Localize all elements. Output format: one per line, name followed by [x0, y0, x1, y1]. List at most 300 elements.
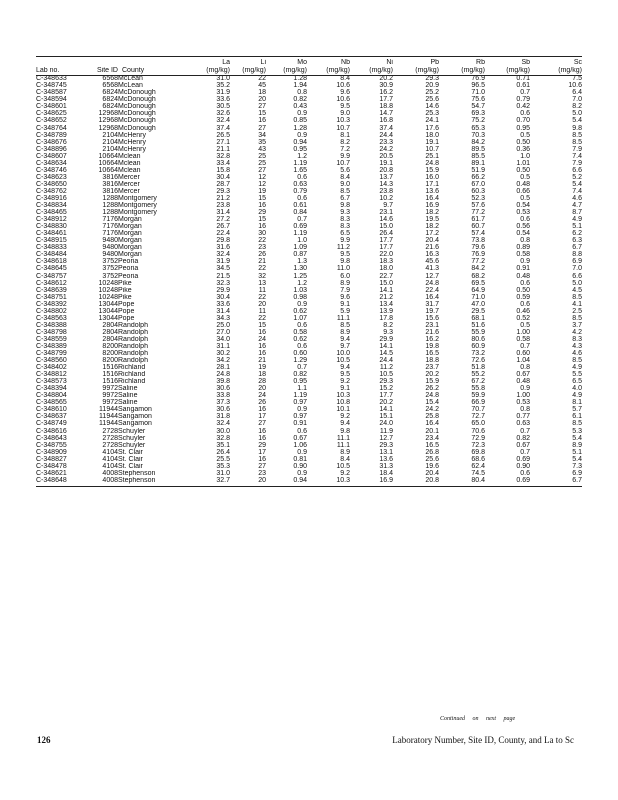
cell-sc: 8.5 — [572, 314, 582, 322]
cell-sc: 7.0 — [572, 265, 582, 273]
cell-la: 29.3 — [216, 187, 230, 195]
cell-pb: 19.8 — [425, 342, 439, 350]
cell-site-id: 3816 — [102, 173, 118, 181]
cell-site-id: 2728 — [102, 427, 118, 435]
cell-sb: 0.52 — [516, 314, 530, 322]
cell-la: 25.0 — [216, 321, 230, 329]
cell-nb: 9.4 — [340, 420, 350, 428]
cell-la: 30.6 — [216, 385, 230, 393]
cell-county: Richland — [118, 371, 146, 379]
cell-ni: 18.3 — [379, 258, 393, 266]
cell-sc: 6.7 — [572, 476, 582, 484]
cell-pb: 25.2 — [425, 89, 439, 97]
cell-mo: 0.9 — [297, 469, 307, 477]
cell-nb: 10.0 — [336, 350, 350, 358]
cell-nb: 8.9 — [340, 279, 350, 287]
cell-lab-no: C-348812 — [36, 371, 67, 379]
table-header — [36, 59, 582, 75]
cell-rb: 80.4 — [471, 476, 485, 484]
cell-nb: 9.4 — [340, 335, 350, 343]
header-ni: Ni — [386, 59, 393, 66]
cell-ni: 23.1 — [379, 209, 393, 217]
cell-nb: 8.4 — [340, 173, 350, 181]
cell-nb: 9.0 — [340, 180, 350, 188]
table-row — [36, 371, 582, 378]
cell-la: 28.7 — [216, 180, 230, 188]
cell-li: 16 — [258, 202, 266, 210]
cell-site-id: 1288 — [102, 209, 118, 217]
cell-la: 31.1 — [216, 342, 230, 350]
cell-ni: 15.0 — [379, 279, 393, 287]
cell-sc: 8.5 — [572, 131, 582, 139]
cell-sb: 0.58 — [516, 251, 530, 259]
table-top-rule — [36, 56, 582, 57]
cell-sb: 0.56 — [516, 223, 530, 231]
cell-ni: 15.0 — [379, 223, 393, 231]
cell-mo: 1.19 — [293, 230, 307, 238]
cell-ni: 11.9 — [379, 427, 393, 435]
header-row-units — [36, 67, 582, 76]
cell-sc: 4.6 — [572, 350, 582, 358]
cell-lab-no: C-348621 — [36, 469, 67, 477]
table-row — [36, 216, 582, 223]
cell-la: 24.8 — [216, 371, 230, 379]
cell-lab-no: C-348388 — [36, 321, 67, 329]
cell-mo: 0.6 — [297, 194, 307, 202]
cell-site-id: 2804 — [102, 321, 118, 329]
cell-site-id: 13044 — [98, 314, 118, 322]
cell-lab-no: C-348833 — [36, 244, 67, 252]
cell-mo: 0.94 — [293, 138, 307, 146]
cell-sb: 0.59 — [516, 293, 530, 301]
table-row — [36, 357, 582, 364]
cell-county: Randolph — [118, 357, 148, 365]
cell-li: 30 — [258, 230, 266, 238]
cell-ni: 22.0 — [379, 251, 393, 259]
cell-site-id: 4008 — [102, 469, 118, 477]
cell-lab-no: C-348755 — [36, 441, 67, 449]
cell-rb: 85.5 — [471, 152, 485, 160]
cell-lab-no: C-348484 — [36, 251, 67, 259]
cell-sc: 4.1 — [572, 300, 582, 308]
cell-li: 15 — [258, 216, 266, 224]
cell-sb: 0.77 — [516, 413, 530, 421]
cell-county: McHenry — [118, 131, 147, 139]
table-row — [36, 470, 582, 477]
cell-sb: 0.8 — [520, 364, 530, 372]
cell-la: 30.2 — [216, 350, 230, 358]
cell-sc: 5.0 — [572, 279, 582, 287]
cell-la: 32.4 — [216, 117, 230, 125]
cell-nb: 9.1 — [340, 300, 350, 308]
cell-li: 16 — [258, 342, 266, 350]
cell-county: Montgomery — [118, 202, 157, 210]
cell-la: 23.8 — [216, 202, 230, 210]
cell-mo: 0.61 — [293, 202, 307, 210]
header-sc: Sc — [573, 59, 582, 66]
cell-lab-no: C-348645 — [36, 265, 67, 273]
cell-li: 26 — [258, 251, 266, 259]
cell-site-id: 10248 — [98, 293, 118, 301]
cell-nb: 8.3 — [340, 216, 350, 224]
cell-mo: 0.95 — [293, 378, 307, 386]
cell-nb: 7.2 — [340, 145, 350, 153]
cell-county: Montgomery — [118, 209, 157, 217]
cell-rb: 60.9 — [471, 342, 485, 350]
cell-li: 43 — [258, 145, 266, 153]
cell-nb: 10.5 — [336, 357, 350, 365]
cell-rb: 72.3 — [471, 441, 485, 449]
cell-ni: 16.8 — [379, 117, 393, 125]
cell-county: McHenry — [118, 138, 147, 146]
cell-ni: 13.6 — [379, 455, 393, 463]
cell-rb: 70.3 — [471, 131, 485, 139]
cell-rb: 57.6 — [471, 202, 485, 210]
unit-pb: (mg/kg) — [415, 66, 439, 74]
cell-li: 16 — [258, 350, 266, 358]
cell-li: 20 — [258, 476, 266, 484]
cell-ni: 16.2 — [379, 89, 393, 97]
cell-nb: 9.4 — [340, 364, 350, 372]
cell-sb: 0.82 — [516, 434, 530, 442]
cell-li: 17 — [258, 448, 266, 456]
cell-la: 31.4 — [216, 307, 230, 315]
cell-county: Saline — [118, 392, 138, 400]
cell-county: Schuyler — [118, 427, 146, 435]
cell-li: 22 — [258, 75, 266, 83]
table-row — [36, 75, 582, 82]
cell-lab-no: C-348830 — [36, 223, 67, 231]
cell-ni: 29.3 — [379, 378, 393, 386]
cell-la: 33.6 — [216, 300, 230, 308]
cell-pb: 16.4 — [425, 420, 439, 428]
cell-sc: 4.7 — [572, 202, 582, 210]
cell-site-id: 8200 — [102, 342, 118, 350]
cell-sb: 0.50 — [516, 166, 530, 174]
cell-lab-no: C-348827 — [36, 455, 67, 463]
cell-lab-no: C-348764 — [36, 124, 67, 132]
cell-sc: 7.9 — [572, 159, 582, 167]
cell-sb: 0.50 — [516, 286, 530, 294]
cell-lab-no: C-348751 — [36, 293, 67, 301]
cell-nb: 10.8 — [336, 399, 350, 407]
cell-county: Morgan — [118, 230, 142, 238]
cell-sb: 1.00 — [516, 392, 530, 400]
table-row — [36, 442, 582, 449]
cell-lab-no: C-348616 — [36, 427, 67, 435]
cell-county: Richland — [118, 364, 146, 372]
cell-sc: 8.7 — [572, 209, 582, 217]
cell-sc: 6.9 — [572, 469, 582, 477]
table-row — [36, 237, 582, 244]
cell-li: 16 — [258, 223, 266, 231]
table-row — [36, 89, 582, 96]
cell-nb: 9.6 — [340, 89, 350, 97]
cell-rb: 73.2 — [471, 350, 485, 358]
cell-li: 16 — [258, 406, 266, 414]
cell-site-id: 6568 — [102, 82, 118, 90]
cell-ni: 15.2 — [379, 385, 393, 393]
cell-li: 24 — [258, 335, 266, 343]
cell-rb: 67.2 — [471, 378, 485, 386]
cell-county: Stephenson — [118, 469, 156, 477]
cell-li: 32 — [258, 272, 266, 280]
cell-nb: 10.3 — [336, 117, 350, 125]
cell-site-id: 2104 — [102, 145, 118, 153]
cell-mo: 0.87 — [293, 251, 307, 259]
cell-site-id: 3752 — [102, 265, 118, 273]
cell-la: 29.9 — [216, 286, 230, 294]
cell-pb: 16.5 — [425, 350, 439, 358]
table-body — [36, 75, 582, 484]
cell-sb: 0.48 — [516, 378, 530, 386]
cell-mo: 0.6 — [297, 321, 307, 329]
cell-pb: 25.8 — [425, 413, 439, 421]
cell-lab-no: C-348607 — [36, 152, 67, 160]
cell-sb: 0.7 — [520, 342, 530, 350]
cell-pb: 26.8 — [425, 448, 439, 456]
cell-pb: 19.1 — [425, 138, 439, 146]
cell-nb: 8.1 — [340, 131, 350, 139]
cell-pb: 18.8 — [425, 357, 439, 365]
cell-sb: 0.6 — [520, 279, 530, 287]
cell-li: 20 — [258, 96, 266, 104]
table-row — [36, 350, 582, 357]
cell-li: 16 — [258, 328, 266, 336]
cell-mo: 1.94 — [293, 82, 307, 90]
cell-mo: 1.29 — [293, 357, 307, 365]
table-row — [36, 329, 582, 336]
cell-site-id: 11944 — [99, 413, 118, 421]
cell-county: Saline — [118, 385, 138, 393]
cell-sb: 0.7 — [520, 89, 530, 97]
cell-nb: 10.7 — [336, 124, 350, 132]
cell-sc: 5.4 — [572, 117, 582, 125]
cell-sb: 0.66 — [516, 187, 530, 195]
cell-sc: 6.3 — [572, 237, 582, 245]
cell-site-id: 7176 — [102, 223, 118, 231]
cell-lab-no: C-348560 — [36, 357, 67, 365]
unit-mo: (mg/kg) — [283, 66, 307, 74]
cell-nb: 8.4 — [340, 455, 350, 463]
cell-site-id: 12968 — [98, 124, 118, 132]
cell-mo: 0.9 — [297, 110, 307, 118]
cell-ni: 17.7 — [379, 96, 393, 104]
cell-site-id: 4104 — [102, 448, 118, 456]
cell-site-id: 1288 — [102, 194, 118, 202]
header-bottom-rule — [36, 75, 582, 76]
cell-sb: 0.7 — [520, 448, 530, 456]
cell-county: Morgan — [118, 216, 142, 224]
cell-la: 33.8 — [216, 392, 230, 400]
cell-lab-no: C-348798 — [36, 328, 67, 336]
unit-sb: (mg/kg) — [506, 66, 530, 74]
cell-la: 27.2 — [216, 216, 230, 224]
cell-nb: 9.2 — [340, 469, 350, 477]
cell-la: 21.1 — [216, 145, 230, 153]
cell-rb: 62.4 — [471, 462, 485, 470]
cell-county: Saline — [118, 399, 138, 407]
cell-county: Sangamon — [118, 413, 152, 421]
cell-la: 27.0 — [216, 328, 230, 336]
cell-sc: 8.2 — [572, 103, 582, 111]
cell-li: 16 — [258, 455, 266, 463]
cell-nb: 10.3 — [336, 476, 350, 484]
cell-mo: 0.60 — [293, 350, 307, 358]
cell-la: 21.2 — [216, 194, 230, 202]
cell-pb: 25.1 — [425, 152, 439, 160]
cell-sb: 1.04 — [516, 357, 530, 365]
table-row — [36, 82, 582, 89]
cell-li: 27 — [258, 166, 266, 174]
cell-county: Sangamon — [118, 420, 152, 428]
cell-lab-no: C-348610 — [36, 406, 67, 414]
cell-mo: 1.2 — [297, 279, 307, 287]
header-nb: Nb — [341, 59, 350, 66]
cell-rb: 77.2 — [471, 258, 485, 266]
cell-nb: 11.2 — [336, 244, 350, 252]
table-row — [36, 477, 582, 484]
cell-rb: 51.8 — [471, 364, 485, 372]
cell-county: Pike — [118, 279, 132, 287]
cell-mo: 1.03 — [293, 286, 307, 294]
cell-mo: 1.25 — [293, 272, 307, 280]
cell-li: 35 — [258, 138, 266, 146]
table-row — [36, 287, 582, 294]
cell-rb: 77.2 — [471, 209, 485, 217]
table-row — [36, 294, 582, 301]
cell-pb: 26.2 — [425, 385, 439, 393]
cell-mo: 0.62 — [293, 307, 307, 315]
cell-mo: 0.6 — [297, 173, 307, 181]
table-row — [36, 385, 582, 392]
table-row — [36, 195, 582, 202]
cell-lab-no: C-348633 — [36, 75, 67, 83]
cell-li: 19 — [258, 187, 266, 195]
cell-pb: 24.1 — [425, 117, 439, 125]
cell-pb: 23.1 — [425, 321, 439, 329]
cell-rb: 68.1 — [471, 314, 485, 322]
cell-pb: 17.1 — [425, 180, 439, 188]
cell-county: St. Clair — [118, 448, 143, 456]
table-row — [36, 181, 582, 188]
header-sb: Sb — [521, 59, 530, 66]
cell-lab-no: C-348594 — [36, 96, 67, 104]
table-row — [36, 406, 582, 413]
cell-county: Morgan — [118, 244, 142, 252]
cell-lab-no: C-348563 — [36, 314, 67, 322]
unit-ni: (mg/kg) — [369, 66, 393, 74]
cell-sb: 0.6 — [520, 216, 530, 224]
unit-la: (mg/kg) — [206, 66, 230, 74]
cell-sb: 1.01 — [516, 159, 530, 167]
cell-lab-no: C-348762 — [36, 187, 67, 195]
cell-sc: 5.3 — [572, 427, 582, 435]
table-row — [36, 265, 582, 272]
cell-lab-no: C-348394 — [36, 385, 67, 393]
cell-ni: 22.7 — [379, 272, 393, 280]
cell-county: Mclean — [118, 166, 141, 174]
cell-county: McHenry — [118, 145, 147, 153]
cell-li: 27 — [258, 462, 266, 470]
cell-county: Pike — [118, 286, 132, 294]
cell-site-id: 10248 — [98, 279, 118, 287]
cell-sb: 0.50 — [516, 138, 530, 146]
cell-site-id: 6568 — [102, 75, 118, 83]
cell-pb: 12.7 — [425, 272, 439, 280]
table-row — [36, 139, 582, 146]
cell-county: Stephenson — [118, 476, 156, 484]
cell-ni: 13.4 — [379, 300, 393, 308]
cell-ni: 14.1 — [379, 342, 393, 350]
cell-sc: 6.9 — [572, 258, 582, 266]
cell-county: Pope — [118, 300, 135, 308]
cell-li: 16 — [258, 117, 266, 125]
table-row — [36, 125, 582, 132]
header-row-elements — [36, 59, 582, 67]
cell-li: 29 — [258, 441, 266, 449]
cell-lab-no: C-348573 — [36, 378, 67, 386]
cell-la: 35.2 — [216, 82, 230, 90]
cell-lab-no: C-348916 — [36, 194, 67, 202]
cell-li: 20 — [258, 300, 266, 308]
cell-nb: 9.8 — [340, 427, 350, 435]
cell-lab-no: C-348643 — [36, 434, 67, 442]
cell-nb: 10.1 — [336, 406, 350, 414]
table-row — [36, 223, 582, 230]
cell-mo: 0.97 — [293, 413, 307, 421]
table-row — [36, 463, 582, 470]
cell-site-id: 1516 — [102, 371, 118, 379]
cell-mo: 0.67 — [293, 434, 307, 442]
cell-site-id: 1516 — [102, 364, 118, 372]
cell-sc: 5.0 — [572, 110, 582, 118]
cell-mo: 1.28 — [293, 75, 307, 83]
cell-pb: 16.0 — [425, 173, 439, 181]
cell-ni: 26.4 — [379, 230, 393, 238]
table-row — [36, 110, 582, 117]
table-row — [36, 378, 582, 385]
cell-sc: 8.3 — [572, 335, 582, 343]
cell-site-id: 2804 — [102, 328, 118, 336]
table-bottom-rule — [36, 486, 582, 487]
cell-site-id: 2104 — [102, 138, 118, 146]
cell-li: 22 — [258, 314, 266, 322]
header-rb: Rb — [476, 59, 485, 66]
cell-rb: 57.4 — [471, 230, 485, 238]
cell-sc: 9.8 — [572, 124, 582, 132]
cell-county: Mercer — [118, 180, 140, 188]
cell-rb: 76.9 — [471, 75, 485, 83]
cell-rb: 66.9 — [471, 399, 485, 407]
cell-pb: 45.6 — [425, 258, 439, 266]
cell-sb: 0.6 — [520, 110, 530, 118]
cell-site-id: 7176 — [102, 216, 118, 224]
cell-rb: 60.3 — [471, 187, 485, 195]
table-row — [36, 413, 582, 420]
cell-site-id: 4104 — [102, 455, 118, 463]
cell-nb: 10.3 — [336, 392, 350, 400]
cell-pb: 24.8 — [425, 279, 439, 287]
cell-lab-no: C-348909 — [36, 448, 67, 456]
cell-site-id: 9480 — [102, 251, 118, 259]
cell-nb: 6.7 — [340, 194, 350, 202]
cell-pb: 16.5 — [425, 441, 439, 449]
cell-ni: 10.2 — [379, 194, 393, 202]
cell-la: 33.4 — [216, 159, 230, 167]
cell-sb: 0.8 — [520, 406, 530, 414]
cell-site-id: 9972 — [102, 399, 118, 407]
